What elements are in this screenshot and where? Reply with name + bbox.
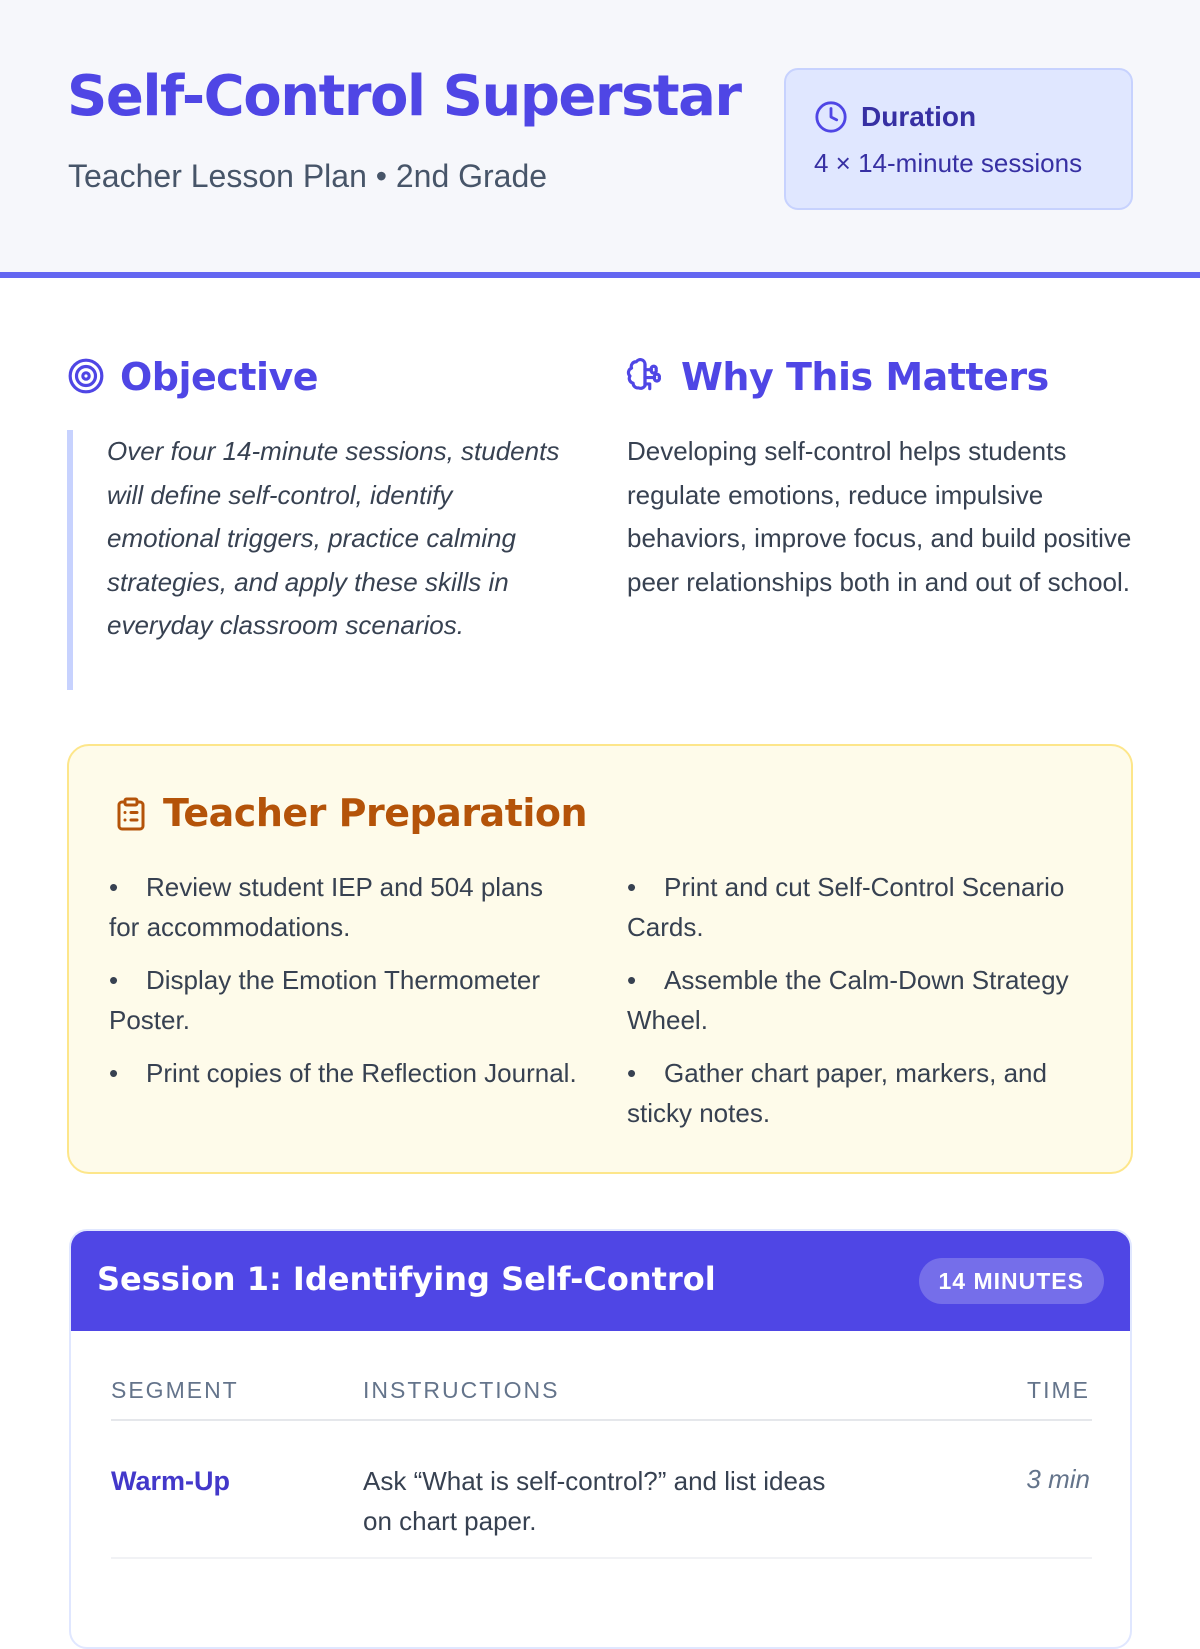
column-header-instructions: INSTRUCTIONS — [363, 1377, 560, 1403]
preparation-list-left — [109, 867, 579, 1106]
list-item: • Gather chart paper, markers, and sticky notes. — [627, 1053, 1097, 1133]
duration-card — [784, 68, 1133, 210]
preparation-heading: Teacher Preparation — [163, 791, 588, 835]
row-divider — [111, 1557, 1092, 1559]
list-item: • Print and cut Self-Control Scenario Cards. — [627, 867, 1097, 947]
clock-icon — [814, 100, 848, 134]
preparation-list-right — [627, 867, 1097, 1146]
why-text: Developing self-control helps students regulate emotions, reduce impulsive behaviors, improve focus, and build positive peer relationships both in and out of school. — [627, 436, 1132, 597]
clipboard-icon — [113, 794, 149, 834]
objective-heading: Objective — [120, 355, 319, 399]
segment-cell: Warm-Up — [111, 1466, 230, 1496]
session-duration-badge: 14 MINUTES — [919, 1258, 1104, 1304]
brain-icon — [626, 356, 664, 396]
session-header — [71, 1231, 1130, 1331]
list-item: • Review student IEP and 504 plans for accommodations. — [109, 867, 579, 947]
duration-value: 4 × 14-minute sessions — [814, 148, 1083, 178]
target-icon — [67, 357, 105, 395]
list-item: • Assemble the Calm-Down Strategy Wheel. — [627, 960, 1097, 1040]
column-header-segment: SEGMENT — [111, 1377, 239, 1403]
why-heading: Why This Matters — [681, 355, 1049, 399]
session-card — [69, 1229, 1132, 1649]
duration-label: Duration — [861, 101, 977, 132]
list-item: • Print copies of the Reflection Journal. — [109, 1053, 579, 1093]
list-item: • Display the Emotion Thermometer Poster. — [109, 960, 579, 1040]
objective-text: Over four 14-minute sessions, students will define self-control, identify emotional triggers, practice calming strategies, and apply these skills in everyday classroom scenarios. — [67, 430, 563, 690]
column-header-time: TIME — [1027, 1377, 1090, 1403]
page-header — [0, 0, 1200, 278]
table-divider — [111, 1419, 1092, 1421]
instructions-cell: Ask “What is self-control?” and list ideas on chart paper. — [363, 1466, 826, 1536]
page-subtitle: Teacher Lesson Plan • 2nd Grade — [68, 158, 548, 194]
session-title: Session 1: Identifying Self-Control — [97, 1260, 716, 1298]
teacher-preparation-box — [67, 744, 1133, 1174]
time-cell: 3 min — [1026, 1464, 1090, 1494]
page-title: Self-Control Superstar — [67, 64, 741, 129]
